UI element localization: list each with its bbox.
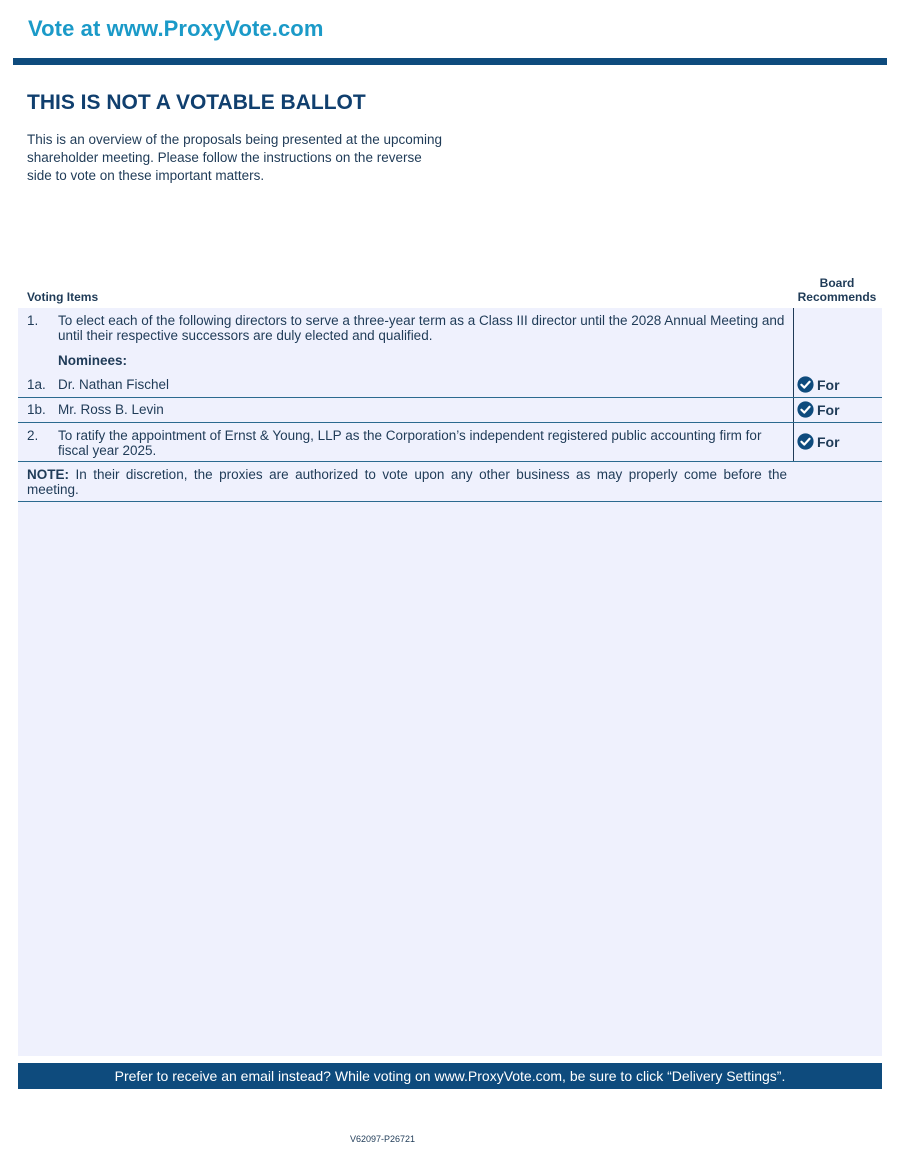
nominee-name: Mr. Ross B. Levin [58, 402, 164, 417]
check-circle-icon [797, 376, 814, 393]
item-number: 2. [27, 428, 39, 443]
check-circle-icon [797, 433, 814, 450]
intro-paragraph: This is an overview of the proposals being presented at the upcoming shareholder meeting. Please follow the instructions on the reverse side to vote on these important matters. [27, 132, 442, 183]
vote-url-heading: Vote at www.ProxyVote.com [28, 16, 324, 41]
note-paragraph [27, 467, 787, 497]
item-number: 1a. [27, 377, 46, 392]
column-header-voting-items: Voting Items [27, 290, 99, 304]
board-recommendation [797, 433, 840, 450]
item-number: 1b. [27, 402, 46, 417]
recommendation-label: For [817, 401, 840, 418]
recommendation-column-divider [793, 308, 794, 462]
page-title: THIS IS NOT A VOTABLE BALLOT [27, 91, 366, 114]
board-recommendation [797, 376, 840, 393]
voting-items-panel [18, 308, 882, 1056]
row-divider [18, 501, 882, 502]
top-divider [13, 58, 887, 65]
recommendation-label: For [817, 433, 840, 450]
recommendation-label: For [817, 376, 840, 393]
column-header-board-recommends: Board Recommends [797, 276, 877, 304]
document-code: V62097-P26721 [350, 1134, 416, 1144]
note-label: NOTE: [27, 467, 69, 482]
row-divider [18, 422, 882, 423]
check-circle-icon [797, 401, 814, 418]
item-number: 1. [27, 313, 39, 328]
delivery-settings-banner: Prefer to receive an email instead? While voting on www.ProxyVote.com, be sure to click “Delivery Settings”. [18, 1063, 882, 1089]
item-text: To ratify the appointment of Ernst & Young, LLP as the Corporation’s independent registered public accounting firm for fiscal year 2025. [58, 428, 762, 458]
row-divider [18, 397, 882, 398]
nominee-name: Dr. Nathan Fischel [58, 377, 170, 392]
board-recommendation [797, 401, 840, 418]
nominees-label: Nominees: [58, 353, 128, 368]
row-divider [18, 461, 882, 462]
note-text: In their discretion, the proxies are authorized to vote upon any other business as may properly come before the meeting. [27, 467, 787, 497]
item-text: To elect each of the following directors to serve a three-year term as a Class III director until the 2028 Annual Meeting and until their respective successors are duly elected and qualified. [58, 313, 785, 343]
